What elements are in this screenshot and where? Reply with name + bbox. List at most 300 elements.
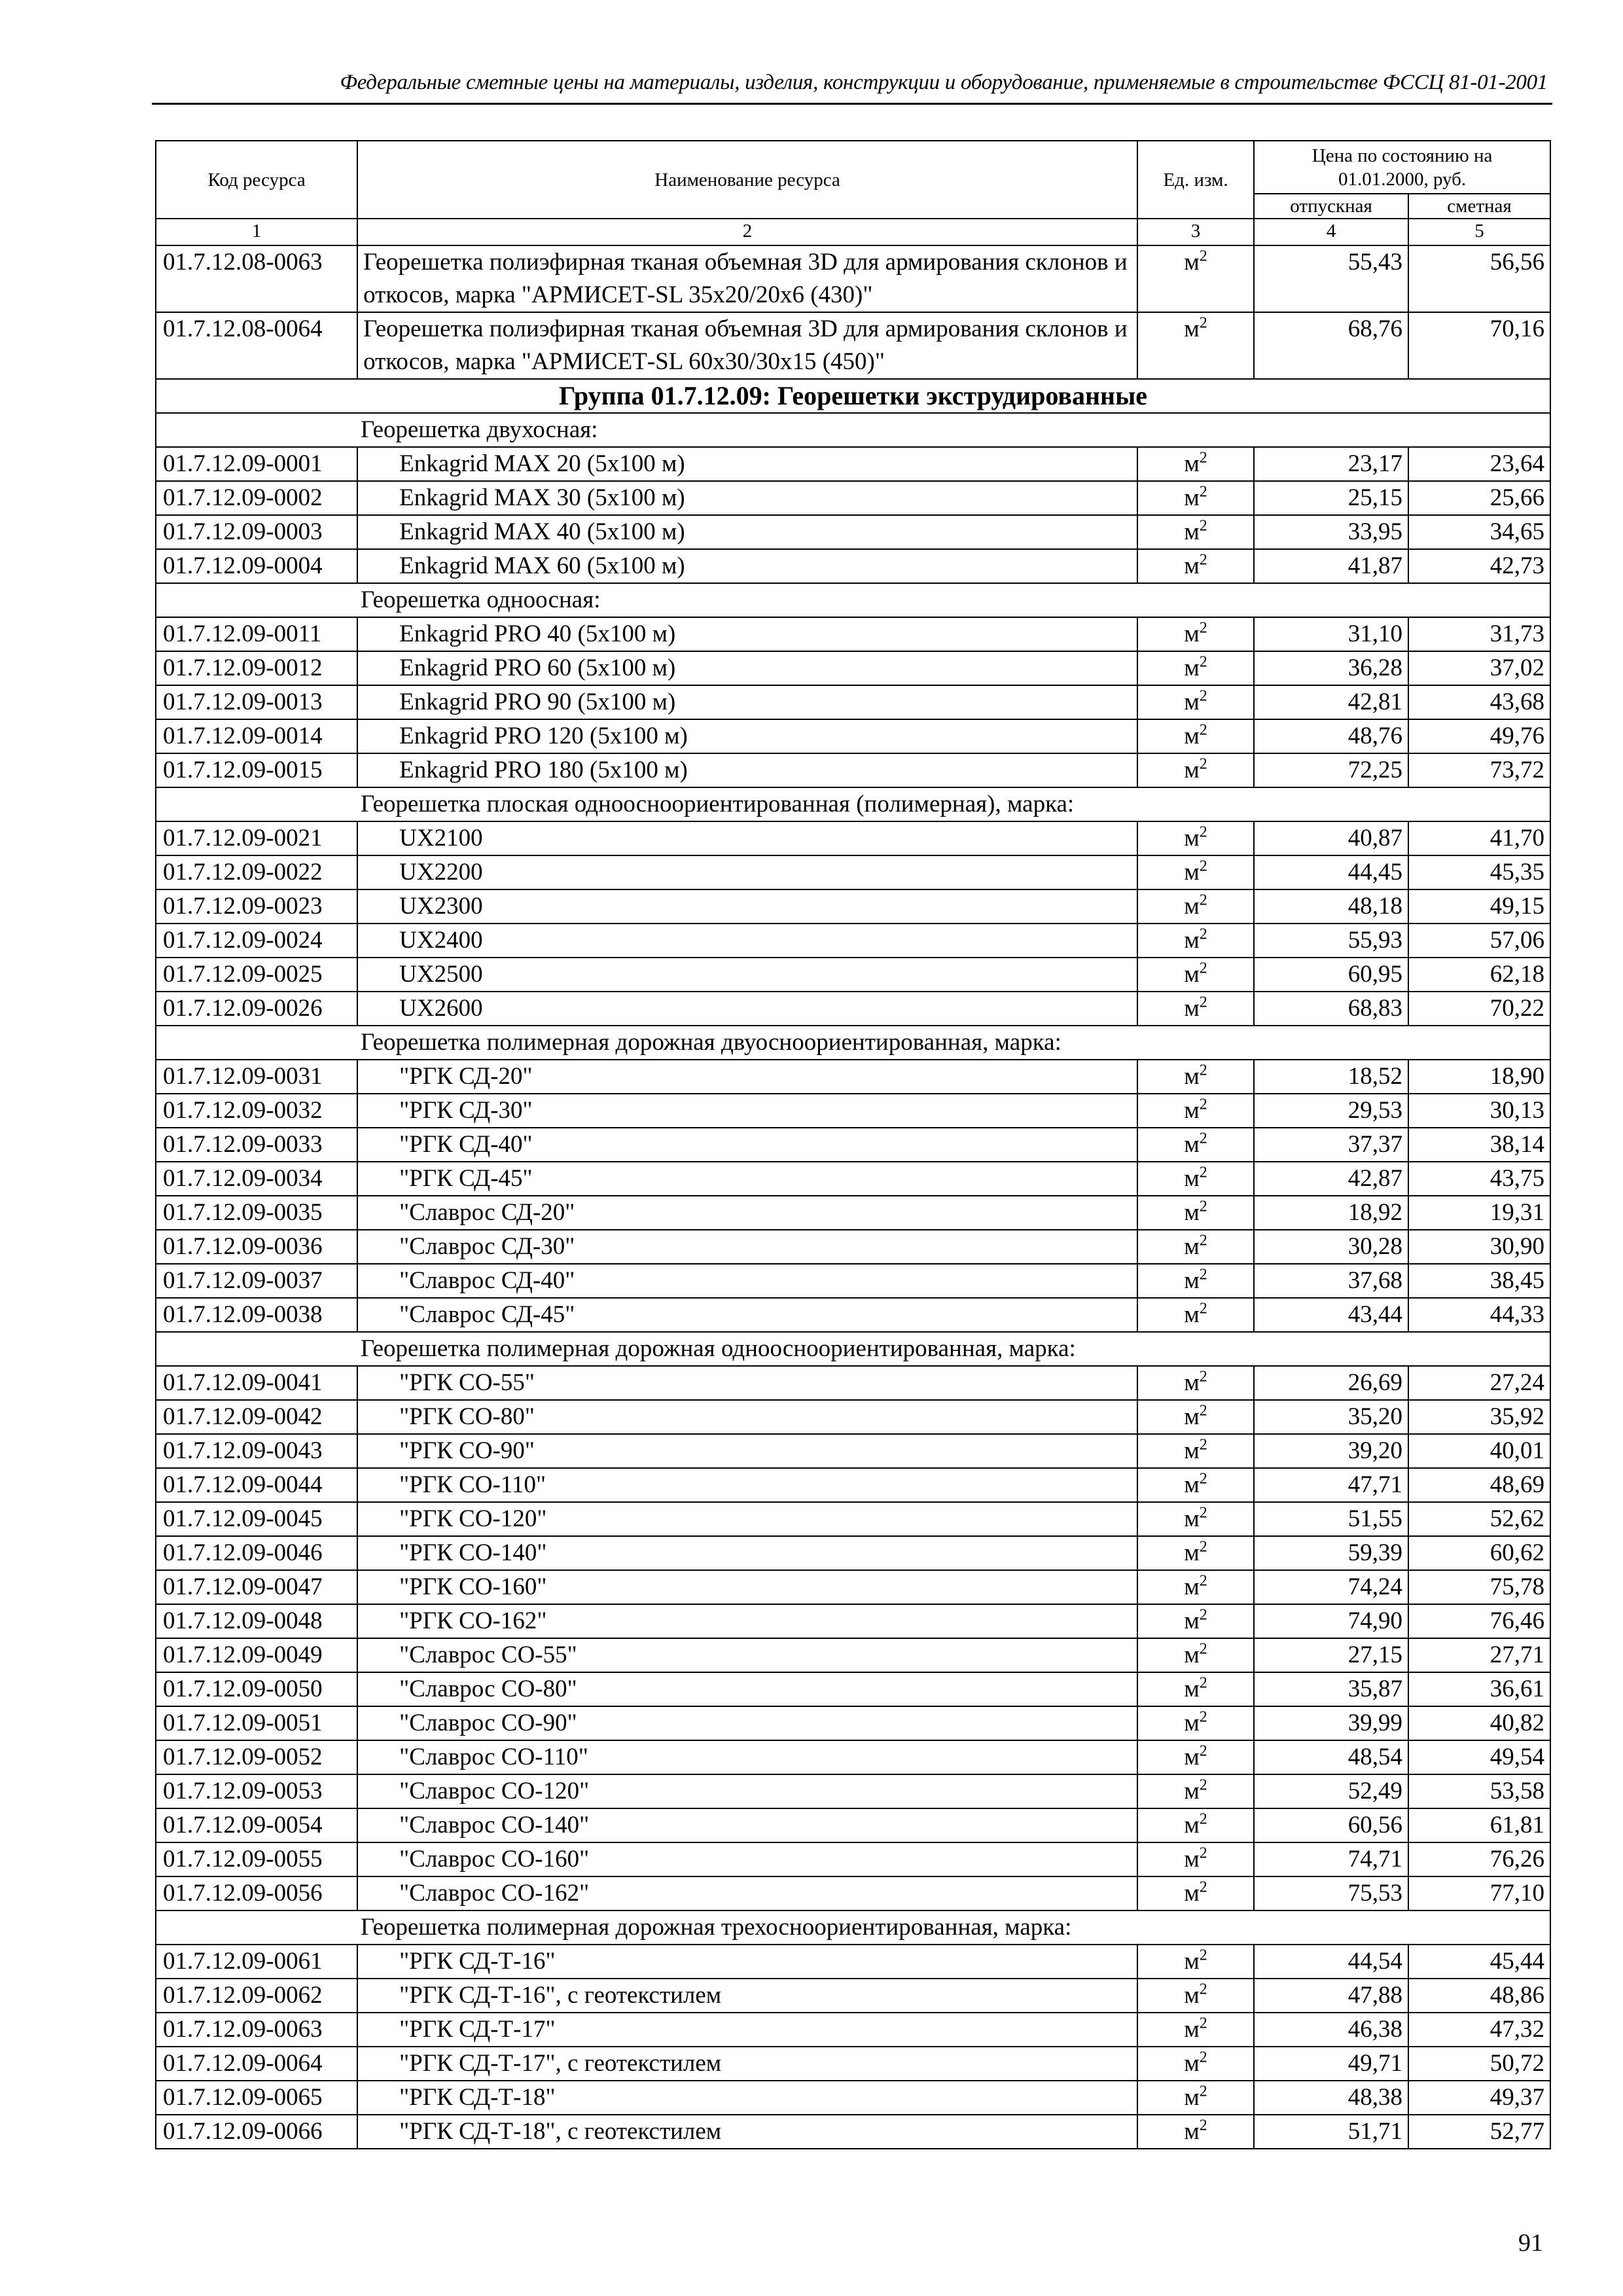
table-row (156, 1706, 1550, 1740)
estimate-price: 38,45 (1408, 1264, 1550, 1298)
unit-base: м (1184, 1165, 1200, 1192)
unit-cell (1137, 719, 1254, 753)
table-row (156, 1264, 1550, 1298)
release-price: 35,20 (1254, 1400, 1408, 1434)
unit-exponent: 2 (1199, 1640, 1207, 1658)
unit-exponent: 2 (1199, 2015, 1207, 2032)
table-row (156, 1434, 1550, 1468)
resource-name: "Славрос СО-55" (357, 1638, 1137, 1672)
release-price: 37,68 (1254, 1264, 1408, 1298)
table-row (156, 515, 1550, 549)
table-row (156, 1740, 1550, 1774)
unit-exponent: 2 (1199, 2083, 1207, 2100)
resource-code: 01.7.12.09-0004 (156, 549, 357, 583)
resource-name: Enkagrid MAX 60 (5x100 м) (357, 549, 1137, 583)
table-row (156, 1196, 1550, 1230)
col-header-release: отпускная (1254, 194, 1408, 219)
release-price: 55,43 (1254, 245, 1408, 312)
unit-exponent: 2 (1199, 2049, 1207, 2066)
unit-base: м (1184, 1744, 1200, 1770)
unit-base: м (1184, 552, 1200, 579)
estimate-price: 23,64 (1408, 447, 1550, 481)
unit-base: м (1184, 1301, 1200, 1328)
unit-exponent: 2 (1199, 1130, 1207, 1147)
unit-cell (1137, 1434, 1254, 1468)
table-row (156, 549, 1550, 583)
unit-exponent: 2 (1199, 1232, 1207, 1249)
resource-name: "РГК СО-140" (357, 1536, 1137, 1570)
unit-exponent: 2 (1199, 1878, 1207, 1896)
resource-name: Enkagrid MAX 30 (5x100 м) (357, 481, 1137, 515)
release-price: 43,44 (1254, 1298, 1408, 1332)
table-row (156, 312, 1550, 379)
unit-base: м (1184, 1369, 1200, 1396)
resource-code: 01.7.12.09-0037 (156, 1264, 357, 1298)
estimate-price: 31,73 (1408, 617, 1550, 651)
resource-code: 01.7.12.09-0024 (156, 924, 357, 958)
resource-code: 01.7.12.09-0051 (156, 1706, 357, 1740)
resource-code: 01.7.12.09-0036 (156, 1230, 357, 1264)
subgroup-title: Георешетка двухосная: (156, 413, 1550, 447)
unit-base: м (1184, 995, 1200, 1022)
unit-exponent: 2 (1199, 1300, 1207, 1318)
unit-cell (1137, 2013, 1254, 2047)
unit-base: м (1184, 620, 1200, 647)
unit-exponent: 2 (1199, 2117, 1207, 2134)
release-price: 74,24 (1254, 1570, 1408, 1604)
estimate-price: 44,33 (1408, 1298, 1550, 1332)
unit-base: м (1184, 2050, 1200, 2077)
unit-cell (1137, 889, 1254, 924)
table-row (156, 1774, 1550, 1808)
unit-exponent: 2 (1199, 449, 1207, 467)
unit-base: м (1184, 450, 1200, 477)
unit-cell (1137, 1468, 1254, 1502)
release-price: 33,95 (1254, 515, 1408, 549)
unit-exponent: 2 (1199, 517, 1207, 535)
unit-exponent: 2 (1199, 1981, 1207, 1998)
col-header-code: Код ресурса (156, 141, 357, 219)
unit-cell (1137, 1060, 1254, 1094)
unit-exponent: 2 (1199, 653, 1207, 671)
release-price: 68,76 (1254, 312, 1408, 379)
unit-base: м (1184, 1676, 1200, 1702)
unit-base: м (1184, 1403, 1200, 1430)
unit-cell (1137, 1945, 1254, 1979)
resource-code: 01.7.12.09-0043 (156, 1434, 357, 1468)
resource-name: "Славрос СО-162" (357, 1876, 1137, 1910)
unit-cell (1137, 1740, 1254, 1774)
release-price: 29,53 (1254, 1094, 1408, 1128)
resource-code: 01.7.12.09-0021 (156, 821, 357, 855)
release-price: 49,71 (1254, 2047, 1408, 2081)
running-head: Федеральные сметные цены на материалы, изделия, конструкции и оборудование, применяемые в строительстве ФССЦ 81-01-2001 (340, 71, 1548, 94)
estimate-price: 30,90 (1408, 1230, 1550, 1264)
resource-name: "Славрос СД-45" (357, 1298, 1137, 1332)
unit-exponent: 2 (1199, 1742, 1207, 1760)
resource-code: 01.7.12.09-0014 (156, 719, 357, 753)
resource-code: 01.7.12.09-0054 (156, 1808, 357, 1842)
release-price: 18,52 (1254, 1060, 1408, 1094)
unit-exponent: 2 (1199, 1062, 1207, 1079)
unit-cell (1137, 924, 1254, 958)
table-row (156, 1979, 1550, 2013)
table-row (156, 821, 1550, 855)
unit-exponent: 2 (1199, 314, 1207, 332)
resource-code: 01.7.12.09-0048 (156, 1604, 357, 1638)
release-price: 36,28 (1254, 651, 1408, 685)
unit-cell (1137, 481, 1254, 515)
resource-code: 01.7.12.08-0063 (156, 245, 357, 312)
unit-cell (1137, 312, 1254, 379)
unit-base: м (1184, 893, 1200, 920)
table-row (156, 1638, 1550, 1672)
unit-exponent: 2 (1199, 1368, 1207, 1386)
resource-code: 01.7.12.09-0046 (156, 1536, 357, 1570)
col-number: 1 (156, 219, 357, 245)
unit-base: м (1184, 723, 1200, 749)
table-row (156, 685, 1550, 719)
resource-code: 01.7.12.09-0062 (156, 1979, 357, 2013)
estimate-price: 43,75 (1408, 1162, 1550, 1196)
resource-code: 01.7.12.09-0065 (156, 2081, 357, 2115)
resource-code: 01.7.12.09-0001 (156, 447, 357, 481)
unit-exponent: 2 (1199, 823, 1207, 841)
unit-base: м (1184, 757, 1200, 783)
unit-cell (1137, 1502, 1254, 1536)
unit-cell (1137, 1366, 1254, 1400)
unit-cell (1137, 1264, 1254, 1298)
resource-name: "РГК СД-Т-16" (357, 1945, 1137, 1979)
subgroup-title: Георешетка полимерная дорожная трехосноориентированная, марка: (156, 1910, 1550, 1945)
resource-name: "РГК СД-Т-18" (357, 2081, 1137, 2115)
table-row (156, 1366, 1550, 1400)
unit-exponent: 2 (1199, 1572, 1207, 1590)
table-row (156, 889, 1550, 924)
release-price: 42,87 (1254, 1162, 1408, 1196)
col-header-unit: Ед. изм. (1137, 141, 1254, 219)
unit-base: м (1184, 1948, 1200, 1975)
subgroup-row (156, 583, 1550, 617)
table-row (156, 245, 1550, 312)
unit-exponent: 2 (1199, 994, 1207, 1011)
estimate-price: 18,90 (1408, 1060, 1550, 1094)
unit-exponent: 2 (1199, 1504, 1207, 1522)
unit-cell (1137, 753, 1254, 787)
release-price: 39,99 (1254, 1706, 1408, 1740)
release-price: 74,71 (1254, 1842, 1408, 1876)
estimate-price: 49,76 (1408, 719, 1550, 753)
release-price: 48,54 (1254, 1740, 1408, 1774)
col-number: 3 (1137, 219, 1254, 245)
resource-name: "Славрос СД-40" (357, 1264, 1137, 1298)
release-price: 41,87 (1254, 549, 1408, 583)
estimate-price: 57,06 (1408, 924, 1550, 958)
release-price: 37,37 (1254, 1128, 1408, 1162)
estimate-price: 49,15 (1408, 889, 1550, 924)
resource-name: Enkagrid PRO 60 (5x100 м) (357, 651, 1137, 685)
unit-base: м (1184, 1573, 1200, 1600)
table-row (156, 1808, 1550, 1842)
resource-name: "РГК СД-Т-17" (357, 2013, 1137, 2047)
release-price: 18,92 (1254, 1196, 1408, 1230)
unit-base: м (1184, 1812, 1200, 1839)
table-row (156, 1842, 1550, 1876)
unit-exponent: 2 (1199, 1402, 1207, 1420)
subgroup-title: Георешетка плоская одноосноориентированная (полимерная), марка: (156, 787, 1550, 821)
resource-name: "РГК СД-Т-16", с геотекстилем (357, 1979, 1137, 2013)
release-price: 40,87 (1254, 821, 1408, 855)
estimate-price: 41,70 (1408, 821, 1550, 855)
group-title: Группа 01.7.12.09: Георешетки экструдированные (156, 379, 1550, 413)
resource-code: 01.7.12.09-0023 (156, 889, 357, 924)
unit-cell (1137, 958, 1254, 992)
release-price: 74,90 (1254, 1604, 1408, 1638)
resource-name: "РГК СО-160" (357, 1570, 1137, 1604)
estimate-price: 60,62 (1408, 1536, 1550, 1570)
unit-exponent: 2 (1199, 1538, 1207, 1556)
unit-base: м (1184, 1880, 1200, 1907)
resource-name: "РГК СО-80" (357, 1400, 1137, 1434)
resource-name: UX2100 (357, 821, 1137, 855)
resource-name: Enkagrid PRO 90 (5x100 м) (357, 685, 1137, 719)
resource-name: "Славрос СО-160" (357, 1842, 1137, 1876)
unit-exponent: 2 (1199, 755, 1207, 773)
unit-cell (1137, 1196, 1254, 1230)
estimate-price: 50,72 (1408, 2047, 1550, 2081)
unit-cell (1137, 1672, 1254, 1706)
estimate-price: 52,77 (1408, 2115, 1550, 2149)
unit-base: м (1184, 1641, 1200, 1668)
unit-cell (1137, 245, 1254, 312)
unit-exponent: 2 (1199, 891, 1207, 909)
release-price: 48,38 (1254, 2081, 1408, 2115)
unit-exponent: 2 (1199, 1606, 1207, 1624)
resource-name: UX2400 (357, 924, 1137, 958)
resource-code: 01.7.12.09-0063 (156, 2013, 357, 2047)
unit-base: м (1184, 655, 1200, 681)
resource-code: 01.7.12.09-0061 (156, 1945, 357, 1979)
unit-cell (1137, 1400, 1254, 1434)
table-row (156, 2081, 1550, 2115)
resource-code: 01.7.12.09-0038 (156, 1298, 357, 1332)
unit-exponent: 2 (1199, 1436, 1207, 1454)
resource-name: "Славрос СД-30" (357, 1230, 1137, 1264)
release-price: 35,87 (1254, 1672, 1408, 1706)
unit-cell (1137, 1876, 1254, 1910)
resource-name: "РГК СД-Т-17", с геотекстилем (357, 2047, 1137, 2081)
unit-cell (1137, 1230, 1254, 1264)
unit-cell (1137, 1638, 1254, 1672)
col-number: 5 (1408, 219, 1550, 245)
resource-name: Георешетка полиэфирная тканая объемная 3D для армирования склонов и откосов, марка "АРМИСЕТ-SL 35x20/20x6 (430)" (357, 245, 1137, 312)
estimate-price: 42,73 (1408, 549, 1550, 583)
resource-code: 01.7.12.09-0047 (156, 1570, 357, 1604)
unit-exponent: 2 (1199, 857, 1207, 875)
estimate-price: 48,86 (1408, 1979, 1550, 2013)
table-body (156, 245, 1550, 2149)
unit-base: м (1184, 1539, 1200, 1566)
table-row (156, 617, 1550, 651)
unit-base: м (1184, 1437, 1200, 1464)
resource-code: 01.7.12.09-0031 (156, 1060, 357, 1094)
resource-code: 01.7.12.09-0002 (156, 481, 357, 515)
header-rule (152, 103, 1552, 105)
release-price: 48,18 (1254, 889, 1408, 924)
unit-exponent: 2 (1199, 1844, 1207, 1862)
estimate-price: 76,26 (1408, 1842, 1550, 1876)
table-row (156, 1945, 1550, 1979)
resource-name: Enkagrid MAX 40 (5x100 м) (357, 515, 1137, 549)
unit-cell (1137, 1979, 1254, 2013)
resource-name: "Славрос СО-110" (357, 1740, 1137, 1774)
resource-code: 01.7.12.09-0032 (156, 1094, 357, 1128)
resource-code: 01.7.12.09-0012 (156, 651, 357, 685)
resource-name: UX2500 (357, 958, 1137, 992)
release-price: 51,71 (1254, 2115, 1408, 2149)
estimate-price: 38,14 (1408, 1128, 1550, 1162)
unit-cell (1137, 855, 1254, 889)
table-row (156, 2013, 1550, 2047)
resource-code: 01.7.12.09-0011 (156, 617, 357, 651)
unit-cell (1137, 1536, 1254, 1570)
unit-base: м (1184, 1607, 1200, 1634)
estimate-price: 25,66 (1408, 481, 1550, 515)
release-price: 26,69 (1254, 1366, 1408, 1400)
release-price: 75,53 (1254, 1876, 1408, 1910)
table-row (156, 481, 1550, 515)
unit-base: м (1184, 859, 1200, 886)
estimate-price: 37,02 (1408, 651, 1550, 685)
estimate-price: 53,58 (1408, 1774, 1550, 1808)
unit-base: м (1184, 1710, 1200, 1736)
table-row (156, 855, 1550, 889)
resource-code: 01.7.12.09-0049 (156, 1638, 357, 1672)
unit-base: м (1184, 484, 1200, 511)
resource-code: 01.7.12.09-0022 (156, 855, 357, 889)
resource-name: "РГК СО-162" (357, 1604, 1137, 1638)
unit-exponent: 2 (1199, 925, 1207, 943)
unit-base: м (1184, 825, 1200, 852)
resource-name: UX2300 (357, 889, 1137, 924)
release-price: 44,45 (1254, 855, 1408, 889)
unit-base: м (1184, 1233, 1200, 1260)
unit-cell (1137, 617, 1254, 651)
estimate-price: 70,22 (1408, 992, 1550, 1026)
release-price: 52,49 (1254, 1774, 1408, 1808)
table-row (156, 753, 1550, 787)
estimate-price: 45,44 (1408, 1945, 1550, 1979)
table-row (156, 1536, 1550, 1570)
page-number: 91 (1518, 2229, 1543, 2257)
estimate-price: 40,01 (1408, 1434, 1550, 1468)
table-row (156, 1876, 1550, 1910)
resource-code: 01.7.12.09-0035 (156, 1196, 357, 1230)
estimate-price: 27,71 (1408, 1638, 1550, 1672)
resource-code: 01.7.12.09-0045 (156, 1502, 357, 1536)
unit-base: м (1184, 315, 1200, 342)
unit-exponent: 2 (1199, 721, 1207, 739)
unit-base: м (1184, 1471, 1200, 1498)
table-row (156, 1570, 1550, 1604)
unit-exponent: 2 (1199, 687, 1207, 705)
unit-cell (1137, 1570, 1254, 1604)
resource-code: 01.7.12.09-0026 (156, 992, 357, 1026)
unit-cell (1137, 1604, 1254, 1638)
table-row (156, 1094, 1550, 1128)
subgroup-title: Георешетка одноосная: (156, 583, 1550, 617)
unit-cell (1137, 1298, 1254, 1332)
unit-cell (1137, 821, 1254, 855)
release-price: 31,10 (1254, 617, 1408, 651)
table-row (156, 1128, 1550, 1162)
unit-exponent: 2 (1199, 1266, 1207, 1283)
resource-name: "Славрос СО-140" (357, 1808, 1137, 1842)
unit-cell (1137, 1774, 1254, 1808)
table-row (156, 1230, 1550, 1264)
subgroup-row (156, 787, 1550, 821)
resource-name: "Славрос СД-20" (357, 1196, 1137, 1230)
resource-name: "РГК СД-Т-18", с геотекстилем (357, 2115, 1137, 2149)
estimate-price: 77,10 (1408, 1876, 1550, 1910)
resource-code: 01.7.12.09-0064 (156, 2047, 357, 2081)
unit-base: м (1184, 518, 1200, 545)
resource-code: 01.7.12.09-0044 (156, 1468, 357, 1502)
table-row (156, 958, 1550, 992)
table-row (156, 651, 1550, 685)
table-row (156, 719, 1550, 753)
unit-base: м (1184, 1063, 1200, 1090)
unit-cell (1137, 1842, 1254, 1876)
unit-cell (1137, 1094, 1254, 1128)
col-header-estimate: сметная (1408, 194, 1550, 219)
subgroup-row (156, 1332, 1550, 1366)
estimate-price: 62,18 (1408, 958, 1550, 992)
unit-base: м (1184, 249, 1200, 276)
unit-exponent: 2 (1199, 960, 1207, 977)
release-price: 51,55 (1254, 1502, 1408, 1536)
unit-cell (1137, 447, 1254, 481)
resource-code: 01.7.12.09-0066 (156, 2115, 357, 2149)
release-price: 47,88 (1254, 1979, 1408, 2013)
unit-cell (1137, 1808, 1254, 1842)
release-price: 72,25 (1254, 753, 1408, 787)
resource-name: "РГК СО-120" (357, 1502, 1137, 1536)
resource-code: 01.7.12.09-0042 (156, 1400, 357, 1434)
unit-cell (1137, 2081, 1254, 2115)
estimate-price: 43,68 (1408, 685, 1550, 719)
release-price: 59,39 (1254, 1536, 1408, 1570)
resource-name: "РГК СО-90" (357, 1434, 1137, 1468)
release-price: 60,95 (1254, 958, 1408, 992)
release-price: 42,81 (1254, 685, 1408, 719)
release-price: 30,28 (1254, 1230, 1408, 1264)
table-row (156, 1502, 1550, 1536)
estimate-price: 30,13 (1408, 1094, 1550, 1128)
estimate-price: 75,78 (1408, 1570, 1550, 1604)
table-row (156, 1400, 1550, 1434)
resource-name: "РГК СД-45" (357, 1162, 1137, 1196)
subgroup-row (156, 1910, 1550, 1945)
table-row (156, 2115, 1550, 2149)
resource-name: "Славрос СО-120" (357, 1774, 1137, 1808)
resource-name: "РГК СО-55" (357, 1366, 1137, 1400)
col-header-name: Наименование ресурса (357, 141, 1137, 219)
estimate-price: 48,69 (1408, 1468, 1550, 1502)
unit-base: м (1184, 1267, 1200, 1294)
unit-base: м (1184, 1199, 1200, 1226)
estimate-price: 19,31 (1408, 1196, 1550, 1230)
